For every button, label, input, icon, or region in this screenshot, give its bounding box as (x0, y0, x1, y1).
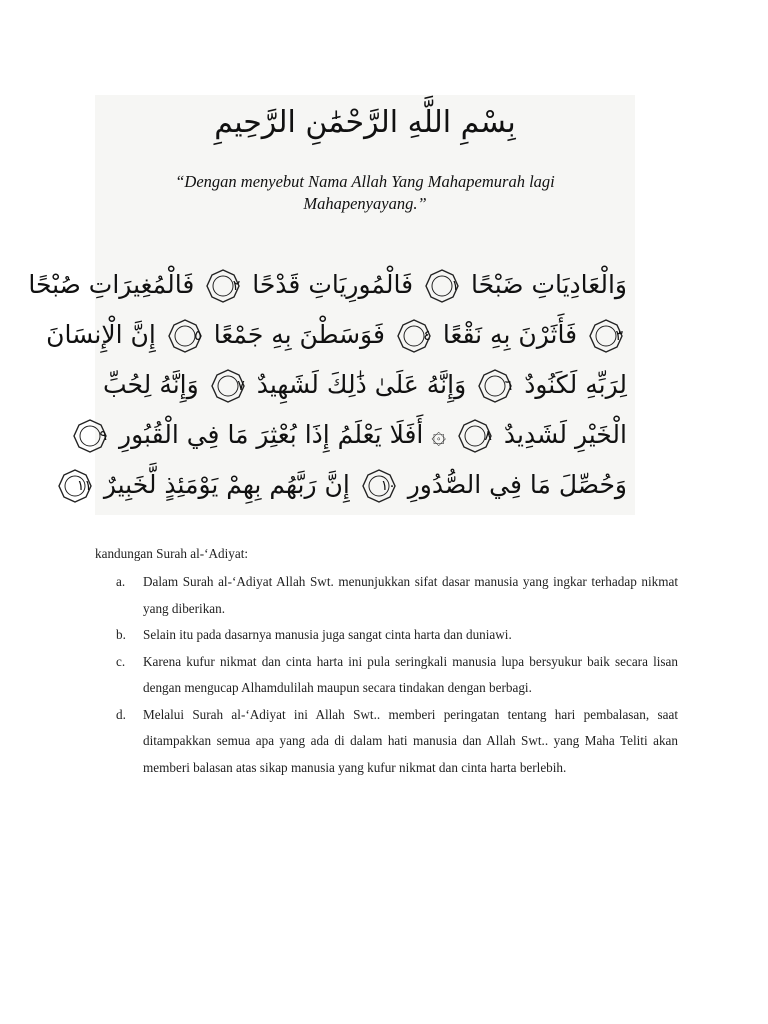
verse-number-marker (362, 469, 396, 503)
verse-number: ٥ (194, 328, 202, 344)
list-item-d (95, 702, 678, 782)
list-item-text: Karena kufur nikmat dan cinta harta ini pula seringkali manusia lupa bersyukur baik secara lisan dengan mengucap Alhamdulilah maupun secara tindakan dengan berbagi. (143, 653, 678, 695)
list-marker: b. (116, 627, 126, 642)
verse-number: ٨ (484, 428, 492, 444)
basmala: بِسْمِ اللَّهِ الرَّحْمَٰنِ الرَّحِيمِ (214, 105, 516, 140)
basmala-translation: “Dengan menyebut Nama Allah Yang Mahapemurah lagi Mahapenyayang.” (175, 172, 555, 213)
verse-number: ٤ (423, 328, 431, 344)
list-item-b (95, 622, 678, 649)
content-heading: kandungan Surah al-‘Adiyat: (95, 546, 249, 561)
verse-text: الْخَيْرِ لَشَدِيدٌ (503, 420, 627, 449)
verse-number-marker (397, 319, 431, 353)
verse-number-marker (458, 419, 492, 453)
list-item-text: Dalam Surah al-‘Adiyat Allah Swt. menunjukkan sifat dasar manusia yang ingkar terhadap nikmat yang diberikan. (143, 574, 678, 616)
verse-number: ١٠ (380, 478, 396, 494)
list-marker: c. (116, 653, 126, 669)
verse-text: لِرَبِّهِ لَكَنُودٌ (524, 370, 628, 399)
verse-text: فَالْمُورِيَاتِ قَدْحًا (252, 270, 414, 299)
quran-verses-image (28, 95, 635, 515)
verse-number-marker (478, 369, 512, 403)
verse-text: ۞ أَفَلَا يَعْلَمُ إِذَا بُعْثِرَ مَا فِي الْقُبُورِ (119, 420, 446, 449)
verse-text: إِنَّ الْإِنسَانَ (46, 320, 156, 349)
verse-number: ٣ (615, 328, 623, 344)
verse-number: ٧ (237, 378, 245, 394)
verse-number-marker (211, 369, 245, 403)
verse-number: ٢ (232, 278, 241, 294)
verse-text: فَوَسَطْنَ بِهِ جَمْعًا (213, 320, 385, 349)
list-item-text: Melalui Surah al-‘Adiyat ini Allah Swt.. memberi peringatan tentang hari pembalasan, saat ditampakkan semua apa yang ada di dalam hati manusia dan Allah Swt.. yang Maha Teliti akan memberi balasan atas sikap manusia yang kufur nikmat dan cinta harta berlebih. (143, 706, 678, 775)
verse-lines (28, 260, 628, 510)
verse-number-marker (206, 269, 240, 303)
verse-number: ١١ (76, 478, 92, 494)
verse-number: ١ (451, 278, 460, 294)
verse-number: ٦ (504, 378, 513, 394)
verse-text: وَالْعَادِيَاتِ ضَبْحًا (470, 270, 627, 299)
verse-line (99, 410, 627, 460)
verse-line (103, 360, 627, 410)
verse-text: وَإِنَّهُ لِحُبِّ (103, 370, 199, 399)
verse-number-marker (589, 319, 623, 353)
list-item-a (95, 569, 678, 622)
verse-text: إِنَّ رَبَّهُم بِهِمْ يَوْمَئِذٍ لَّخَبِيرٌ (103, 470, 350, 499)
verse-number-marker (58, 469, 92, 503)
verse-number-marker (168, 319, 202, 353)
list-item-c (95, 649, 678, 702)
verse-line (28, 260, 627, 310)
verse-number: ٩ (99, 428, 108, 444)
verse-line (46, 310, 627, 360)
verse-text: وَإِنَّهُ عَلَىٰ ذَٰلِكَ لَشَهِيدٌ (256, 370, 467, 399)
verse-text: فَأَثَرْنَ بِهِ نَقْعًا (442, 320, 578, 349)
verse-number-marker (425, 269, 459, 303)
verse-line (76, 460, 627, 510)
surah-content (95, 544, 678, 781)
verse-text: وَحُصِّلَ مَا فِي الصُّدُورِ (407, 470, 627, 499)
list-marker: a. (116, 574, 126, 589)
verse-number-marker (73, 419, 107, 453)
list-marker: d. (116, 706, 126, 722)
list-item-text: Selain itu pada dasarnya manusia juga sangat cinta harta dan duniawi. (143, 627, 512, 642)
verse-text: فَالْمُغِيرَاتِ صُبْحًا (28, 270, 195, 299)
